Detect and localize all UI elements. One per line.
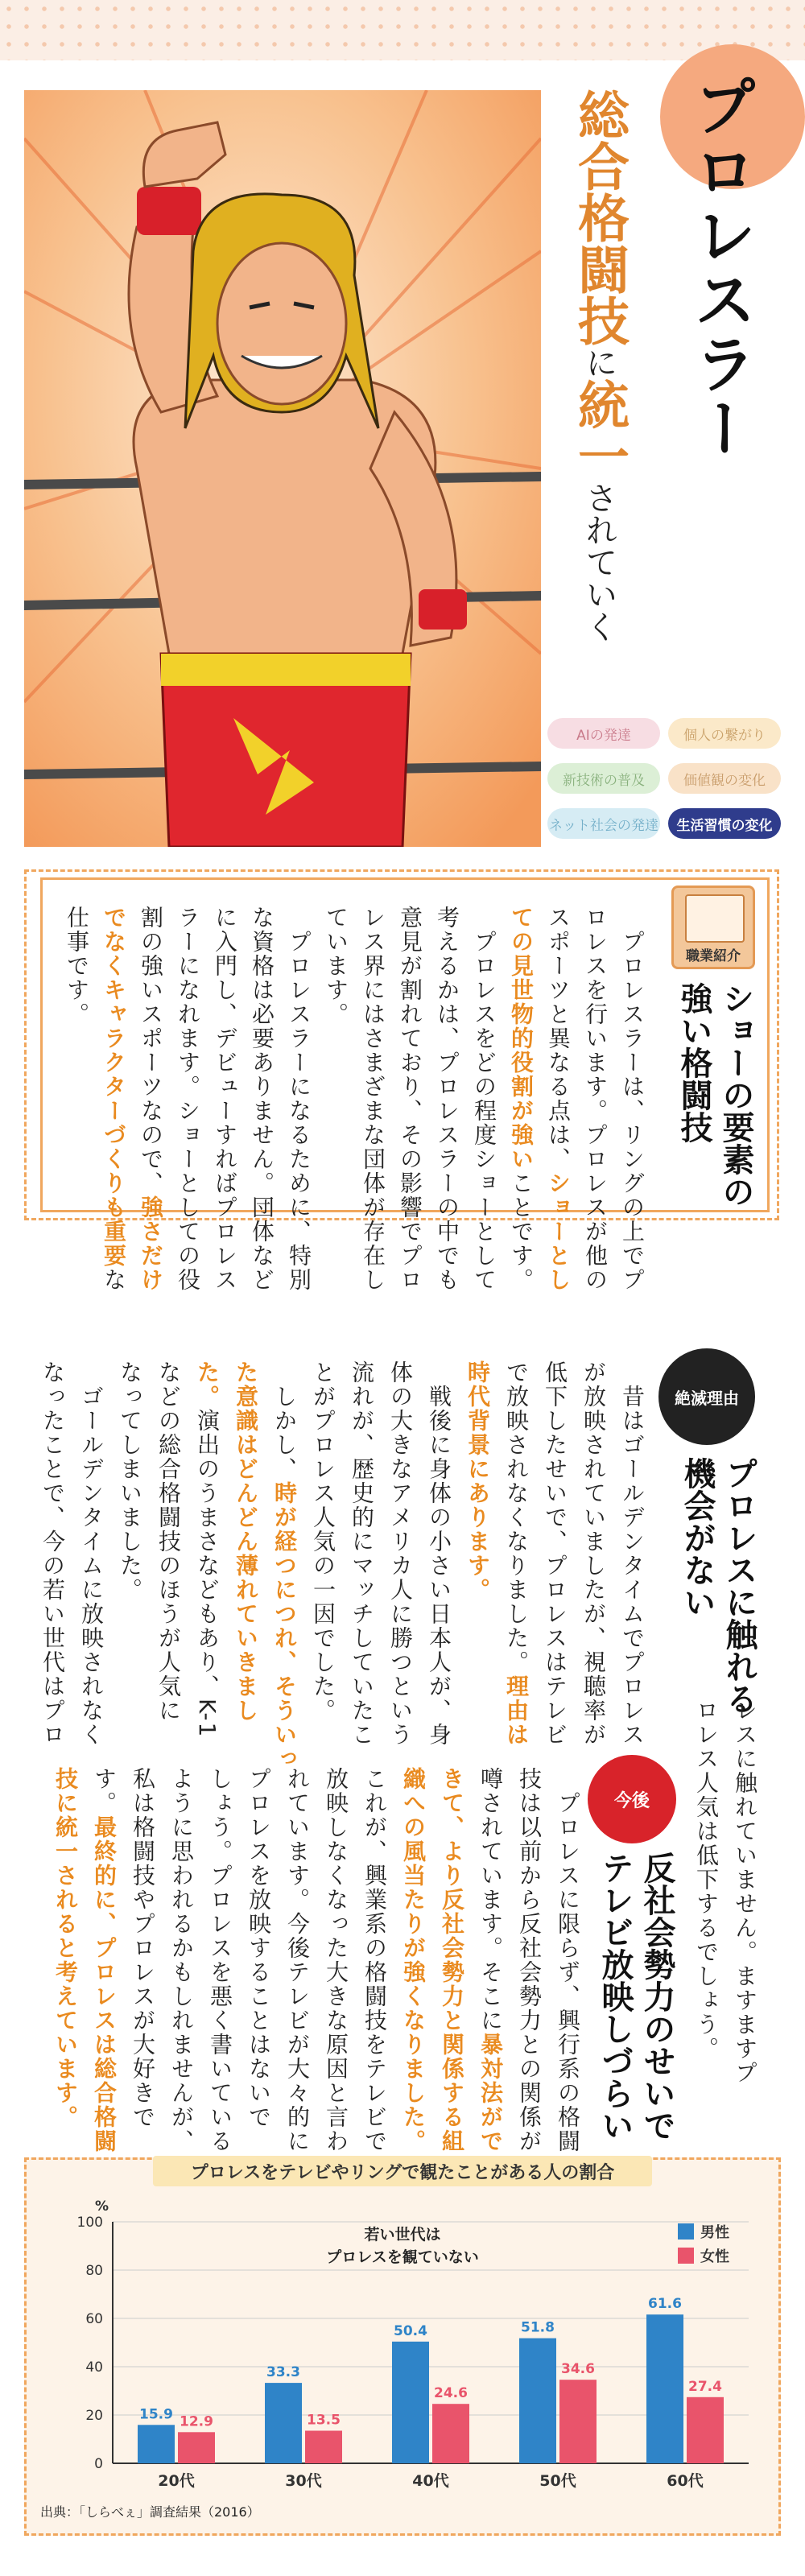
text-column: [393, 1767, 433, 2153]
text-column: [341, 1360, 382, 1747]
bar-value-label: 51.8: [521, 2319, 555, 2336]
subtitle-part: 統一: [569, 378, 629, 481]
text-column: [612, 906, 652, 1292]
tag-personal-ties: 個人の繋がり: [668, 718, 781, 749]
text-column: [148, 1360, 188, 1723]
body-text: れています。今後テレビが大々的に: [284, 1767, 311, 2153]
future-heading: [594, 1852, 678, 2141]
text-column: [316, 1767, 356, 2153]
text-column: [225, 1360, 266, 1723]
job-intro-heading: [673, 982, 757, 1208]
highlight-text: ての見世物的役割が強い: [508, 906, 535, 1171]
body-text: 考えるかは、プロレスラーの中でも: [434, 906, 460, 1292]
highlight-text: 時代背景にあります。: [464, 1360, 491, 1602]
text-column: [56, 906, 97, 1026]
highlight-text: 理由は: [503, 1674, 530, 1747]
highlight-text: 時が経つにつれ、そういっ: [271, 1481, 298, 1771]
body-text: プロレスをどの程度ショーとして: [471, 906, 497, 1292]
body-text: ラーになれます。ショーとしての役: [175, 906, 201, 1292]
legend-swatch: [678, 2248, 694, 2264]
extinct-heading-line: 機会がない: [679, 1457, 716, 1618]
bar: [265, 2383, 302, 2463]
tag-ai: AIの発達: [547, 718, 660, 749]
text-column: [109, 1360, 150, 1602]
bar-value-label: 27.4: [688, 2378, 722, 2395]
bar-value-label: 33.3: [266, 2364, 300, 2381]
body-text: レス界にはさまざまな団体が存在し: [360, 906, 386, 1292]
x-tick-label: 50代: [539, 2472, 576, 2490]
text-column: [427, 906, 467, 1292]
body-text: 低下したせいで、プロレスはテレビ: [542, 1360, 568, 1747]
body-text: なったことで、今の若い世代はプロ: [39, 1360, 66, 1747]
body-text: で放映されなくなりました。: [503, 1360, 530, 1674]
tag-net-society: ネット社会の発達: [547, 808, 660, 839]
page-title: プロレスラー: [683, 74, 756, 460]
bar-value-label: 50.4: [394, 2322, 427, 2339]
body-text: 体の大きなアメリカ人に勝つという: [387, 1360, 414, 1747]
highlight-text: きて、より反社会勢力と関係する組: [439, 1767, 465, 2153]
body-text: 仕事です。: [64, 906, 90, 1026]
id-card-icon: [685, 894, 745, 943]
text-column: [496, 1360, 536, 1747]
text-column: [279, 906, 319, 1292]
highlight-text: でなくキャラクターづくりも重要: [101, 906, 127, 1268]
text-column: [264, 1360, 304, 1771]
text-column: [612, 1360, 652, 1747]
text-column: [71, 1360, 111, 1747]
legend-label: 男性: [700, 2224, 729, 2241]
body-text: 流れが、歴史的にマッチしていたこ: [349, 1360, 375, 1747]
text-column: [431, 1767, 472, 2153]
body-text: す。: [91, 1767, 118, 1815]
x-tick-label: 60代: [667, 2472, 704, 2490]
legend-label: 女性: [700, 2248, 729, 2265]
y-tick-label: 20: [85, 2408, 103, 2424]
chart-title: プロレスをテレビやリングで観たことがある人の割合: [190, 2163, 615, 2183]
body-text: プロレスを放映することはないで: [246, 1767, 272, 2129]
job-intro-heading-line: ショーの要素の: [717, 982, 754, 1208]
bar-value-label: 15.9: [139, 2406, 173, 2423]
wrestler-illustration: [24, 90, 541, 847]
text-column: [470, 1767, 510, 2153]
top-pattern-band: [0, 0, 805, 60]
chart-annotation: プロレスを観ていない: [326, 2248, 479, 2266]
bar: [432, 2404, 469, 2463]
y-tick-label: 60: [85, 2311, 103, 2327]
text-column: [724, 1699, 765, 2085]
job-intro-badge-label: 職業紹介: [686, 948, 741, 964]
page-subtitle: [569, 89, 629, 642]
highlight-text: 最終的に、プロレスは総合格闘: [91, 1815, 118, 2153]
y-tick-label: 0: [94, 2456, 103, 2472]
bar: [392, 2342, 429, 2463]
body-text: スポーツと異なる点は、: [545, 906, 572, 1171]
body-text: ロレスを行います。プロレスが他の: [582, 906, 609, 1292]
body-text: 噂されています。そこに: [477, 1767, 504, 2033]
text-column: [200, 1767, 240, 2153]
highlight-text: 強さだけ: [138, 1195, 164, 1292]
highlight-text: た意識はどんどん薄れていきまし: [233, 1360, 259, 1723]
subtitle-part: されていく: [580, 481, 617, 642]
body-text: ように思われるかもしれませんが、: [168, 1767, 195, 2153]
body-text: に入門し、デビューすればプロレス: [212, 906, 238, 1292]
y-tick-label: 40: [85, 2359, 103, 2376]
text-column: [161, 1767, 201, 2153]
chart-annotation: 若い世代は: [364, 2226, 441, 2244]
text-column: [45, 1767, 85, 2129]
tag-lifestyle: 生活習慣の変化: [668, 808, 781, 839]
y-axis-label: %: [95, 2198, 109, 2215]
y-tick-label: 100: [76, 2215, 103, 2231]
bar-value-label: 13.5: [307, 2412, 341, 2429]
body-text: しょう。プロレスを悪く書いている: [207, 1767, 233, 2153]
bar-value-label: 61.6: [648, 2296, 682, 2313]
bar-value-label: 34.6: [561, 2361, 595, 2378]
text-column: [316, 906, 356, 1026]
body-text: プロレスラーは、リングの上でプ: [619, 906, 646, 1292]
body-text: などの総合格闘技のほうが人気に: [155, 1360, 182, 1723]
highlight-text: 織への風当たりが強くなりました。: [400, 1767, 427, 2153]
legend-swatch: [678, 2223, 694, 2240]
text-column: [277, 1767, 317, 2153]
body-text: なってしまいました。: [117, 1360, 143, 1602]
body-text: な: [101, 1268, 127, 1292]
text-column: [84, 1767, 124, 2153]
text-column: [32, 1360, 72, 1747]
bar-value-label: 24.6: [434, 2385, 468, 2402]
body-text: ロレス人気は低下するでしょう。: [693, 1699, 720, 2061]
future-badge: [588, 1755, 676, 1843]
future-heading-line: テレビ放映しづらい: [597, 1852, 634, 2141]
body-text: 私は格闘技やプロレスが大好きで: [130, 1767, 156, 2129]
chart-svg: [24, 2190, 781, 2496]
text-column: [303, 1360, 343, 1723]
bar: [646, 2314, 683, 2463]
body-text: が放映されていましたが、視聴率が: [580, 1360, 607, 1747]
text-column: [380, 1360, 420, 1747]
text-column: [575, 906, 615, 1292]
job-intro-heading-line: 強い格闘技: [675, 982, 712, 1143]
body-text: 技は以前から反社会勢力との関係が: [516, 1767, 543, 2153]
text-column: [238, 1767, 279, 2129]
wrestler-illustration-svg: [24, 90, 541, 847]
future-badge-label: 今後: [613, 1790, 650, 1811]
extinct-heading-line: プロレスに触れる: [720, 1457, 758, 1715]
highlight-text: ショーとし: [545, 1171, 572, 1292]
y-tick-label: 80: [85, 2263, 103, 2279]
text-column: [457, 1360, 497, 1602]
text-column: [538, 906, 578, 1292]
job-intro-badge: [671, 886, 755, 969]
text-column: [547, 1767, 588, 2153]
text-column: [130, 906, 171, 1292]
body-text: プロレスラーになるために、特別: [286, 906, 312, 1292]
extinct-heading: [676, 1457, 760, 1715]
text-column: [354, 1767, 394, 2153]
body-text: しかし、: [271, 1360, 298, 1481]
text-column: [242, 906, 282, 1292]
text-column: [353, 906, 393, 1292]
text-column: [93, 906, 134, 1292]
bar: [559, 2380, 597, 2463]
body-text: 演出のうまさなどもあり、K-1: [194, 1409, 221, 1739]
body-text: 戦後に身体の小さい日本人が、身: [426, 1360, 452, 1747]
body-text: レスに触れていません。ますますプ: [732, 1699, 758, 2085]
body-text: 意見が割れており、その影響でプロ: [397, 906, 423, 1292]
body-text: 放映しなくなった大きな原因と言わ: [323, 1767, 349, 2153]
text-column: [509, 1767, 549, 2153]
tag-values: 価値観の変化: [668, 763, 781, 794]
extinct-badge-label: 絶滅理由: [675, 1388, 739, 1408]
body-text: とがプロレス人気の一因でした。: [310, 1360, 336, 1723]
body-text: な資格は必要ありません。団体など: [249, 906, 275, 1292]
x-tick-label: 30代: [285, 2472, 322, 2490]
subtitle-part: 総合格闘技: [569, 89, 629, 346]
extinct-badge: [658, 1348, 755, 1445]
text-column: [686, 1699, 726, 2061]
body-text: ています。: [323, 906, 349, 1026]
body-text: プロレスに限らず、興行系の格闘: [555, 1767, 581, 2153]
bar: [138, 2425, 175, 2463]
highlight-text: 暴対法がで: [477, 2033, 504, 2153]
bar: [178, 2432, 215, 2463]
highlight-text: た。: [194, 1360, 221, 1409]
subtitle-part: に: [580, 346, 617, 378]
bar: [519, 2339, 556, 2463]
highlight-text: 技に統一されると考えています。: [52, 1767, 79, 2129]
x-tick-label: 20代: [158, 2472, 195, 2490]
bar: [305, 2431, 342, 2464]
text-column: [204, 906, 245, 1292]
text-column: [535, 1360, 575, 1747]
text-column: [464, 906, 504, 1292]
text-column: [501, 906, 541, 1292]
tag-new-tech: 新技術の普及: [547, 763, 660, 794]
text-column: [122, 1767, 163, 2129]
text-column: [419, 1360, 459, 1747]
body-text: 昔はゴールデンタイムでプロレス: [619, 1360, 646, 1747]
text-column: [187, 1360, 227, 1738]
text-column: [390, 906, 430, 1292]
body-text: ことです。: [508, 1171, 535, 1292]
text-column: [573, 1360, 613, 1747]
text-column: [167, 906, 208, 1292]
body-text: ゴールデンタイムに放映されなく: [78, 1360, 105, 1747]
bar: [687, 2397, 724, 2463]
x-tick-label: 40代: [412, 2472, 449, 2490]
chart-source: 出典：「しらべぇ」調査結果（2016）: [40, 2504, 260, 2520]
body-text: これが、興業系の格闘技をテレビで: [361, 1767, 388, 2153]
bar-value-label: 12.9: [180, 2413, 213, 2430]
body-text: 割の強いスポーツなので、: [138, 906, 164, 1195]
future-heading-line: 反社会勢力のせいで: [638, 1852, 675, 2141]
